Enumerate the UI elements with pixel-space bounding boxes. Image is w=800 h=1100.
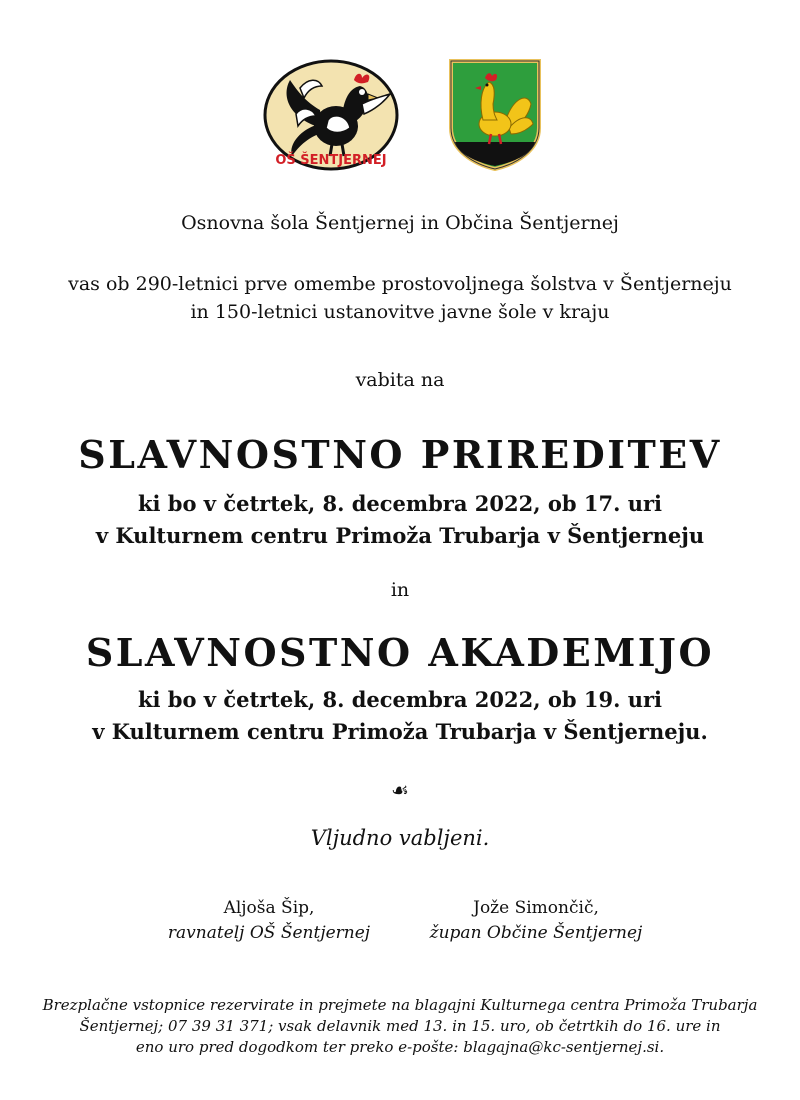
event-title-2: SLAVNOSTNO AKADEMIJO — [85, 630, 715, 675]
municipality-crest — [447, 58, 543, 172]
intro-text — [0, 270, 800, 326]
event-where-1: v Kulturnem centru Primoža Trubarja v Šentjerneju — [95, 523, 705, 548]
school-logo — [262, 58, 400, 176]
logo-row — [0, 58, 800, 178]
invite-word: vabita na — [355, 369, 445, 391]
signature-role: ravnatelj OŠ Šentjernej — [167, 923, 371, 943]
signature-name: Jože Simončič, — [473, 898, 599, 918]
signature-mayor — [406, 896, 666, 946]
footer-line: Brezplačne vstopnice rezervirate in prejmete na blagajni Kulturnega centra Primoža Trubarja — [42, 996, 758, 1014]
ornament-icon: ☙ — [391, 778, 409, 802]
conjunction: in — [390, 579, 410, 601]
organizer-line: Osnovna šola Šentjernej in Občina Šentjernej — [181, 212, 619, 234]
intro-line: in 150-letnici ustanovitve javne šole v kraju — [190, 301, 610, 323]
event-when-1: ki bo v četrtek, 8. decembra 2022, ob 17. uri — [137, 491, 663, 516]
footer-line: eno uro pred dogodkom ter preko e-pošte: blagajna@kc-sentjernej.si. — [135, 1038, 665, 1056]
event-details-1 — [0, 488, 800, 552]
signature-role: župan Občine Šentjernej — [429, 923, 643, 943]
ticket-info-footer — [0, 995, 800, 1058]
intro-line: vas ob 290-letnici prve omembe prostovoljnega šolstva v Šentjerneju — [68, 273, 732, 295]
event-when-2: ki bo v četrtek, 8. decembra 2022, ob 19. uri — [137, 687, 663, 712]
school-logo-text: OŠ ŠENTJERNEJ — [275, 153, 387, 168]
signature-principal — [139, 896, 399, 946]
event-where-2: v Kulturnem centru Primoža Trubarja v Šentjerneju. — [92, 719, 708, 744]
signature-name: Aljoša Šip, — [223, 898, 315, 918]
greeting: Vljudno vabljeni. — [310, 826, 490, 850]
event-title-1: SLAVNOSTNO PRIREDITEV — [78, 432, 722, 477]
footer-line: Šentjernej; 07 39 31 371; vsak delavnik med 13. in 15. uro, ob četrtkih do 16. ure in — [79, 1017, 721, 1035]
event-details-2 — [0, 684, 800, 748]
